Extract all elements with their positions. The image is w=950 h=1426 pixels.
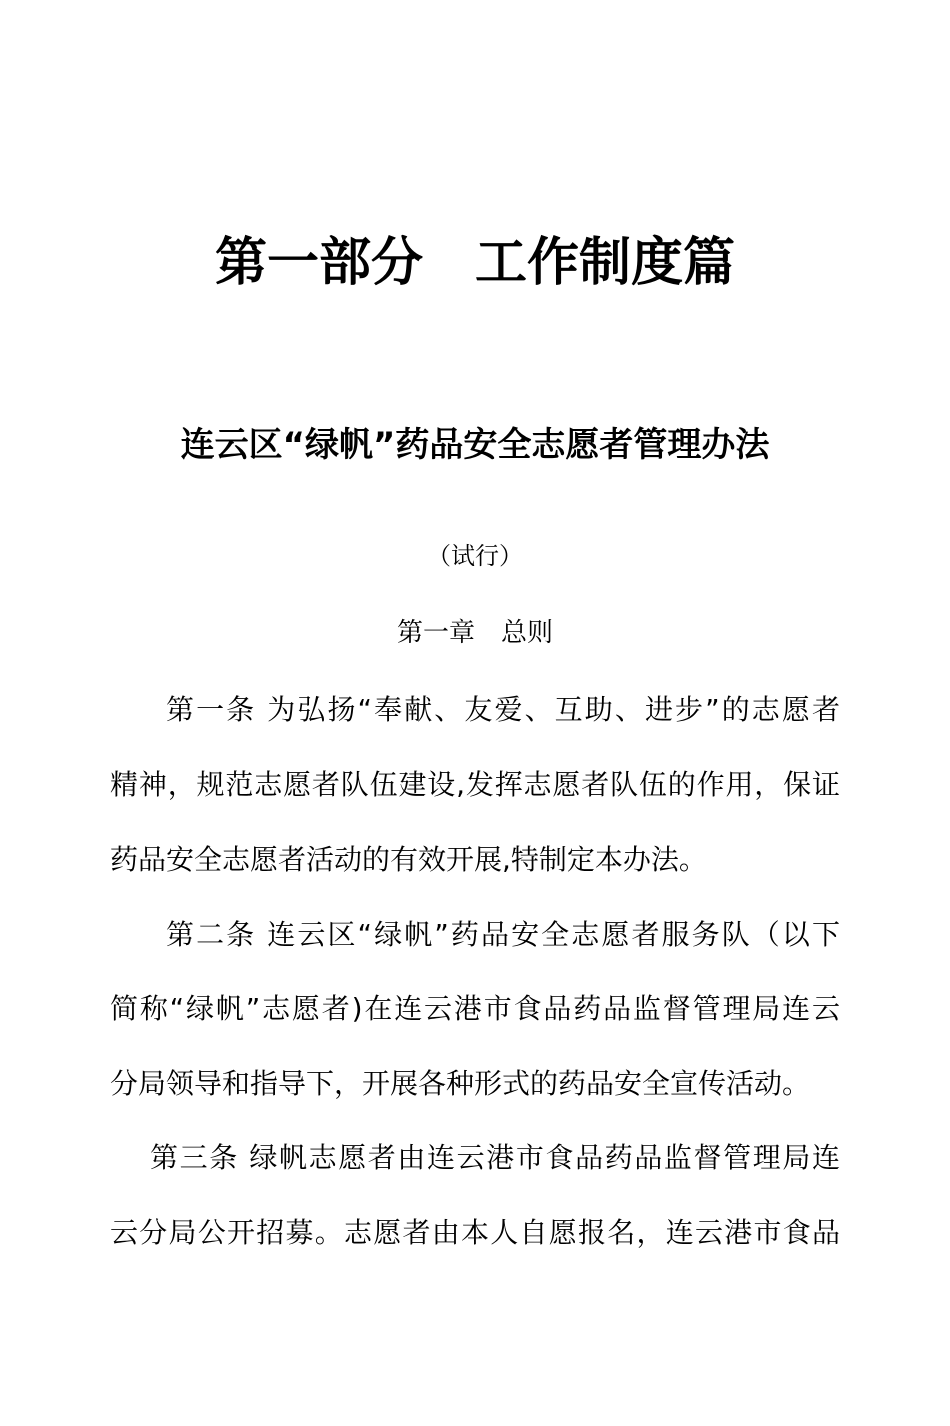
article-1-line-1: 第一条 为弘扬“奉献、友爱、互助、进步”的志愿者 <box>166 693 840 726</box>
article-3-line-1: 第三条 绿帆志愿者由连云港市食品药品监督管理局连 <box>150 1141 840 1174</box>
article-2-line-2: 简称“绿帆”志愿者)在连云港市食品药品监督管理局连云 <box>110 992 840 1025</box>
article-1-line-2: 精神，规范志愿者队伍建设,发挥志愿者队伍的作用，保证 <box>110 768 840 801</box>
part-title: 第一部分 工作制度篇 <box>214 232 735 293</box>
article-3-line-2: 云分局公开招募。志愿者由本人自愿报名，连云港市食品 <box>110 1216 840 1249</box>
article-2-line-3: 分局领导和指导下，开展各种形式的药品安全宣传活动。 <box>110 1067 811 1100</box>
article-2-line-1: 第二条 连云区“绿帆”药品安全志愿者服务队（以下 <box>166 918 840 951</box>
article-1-line-3: 药品安全志愿者活动的有效开展,特制定本办法。 <box>110 843 707 876</box>
document-subtitle: （试行） <box>427 542 523 570</box>
chapter-title: 第一章 总则 <box>396 618 553 648</box>
document-title: 连云区“绿帆”药品安全志愿者管理办法 <box>180 425 770 465</box>
